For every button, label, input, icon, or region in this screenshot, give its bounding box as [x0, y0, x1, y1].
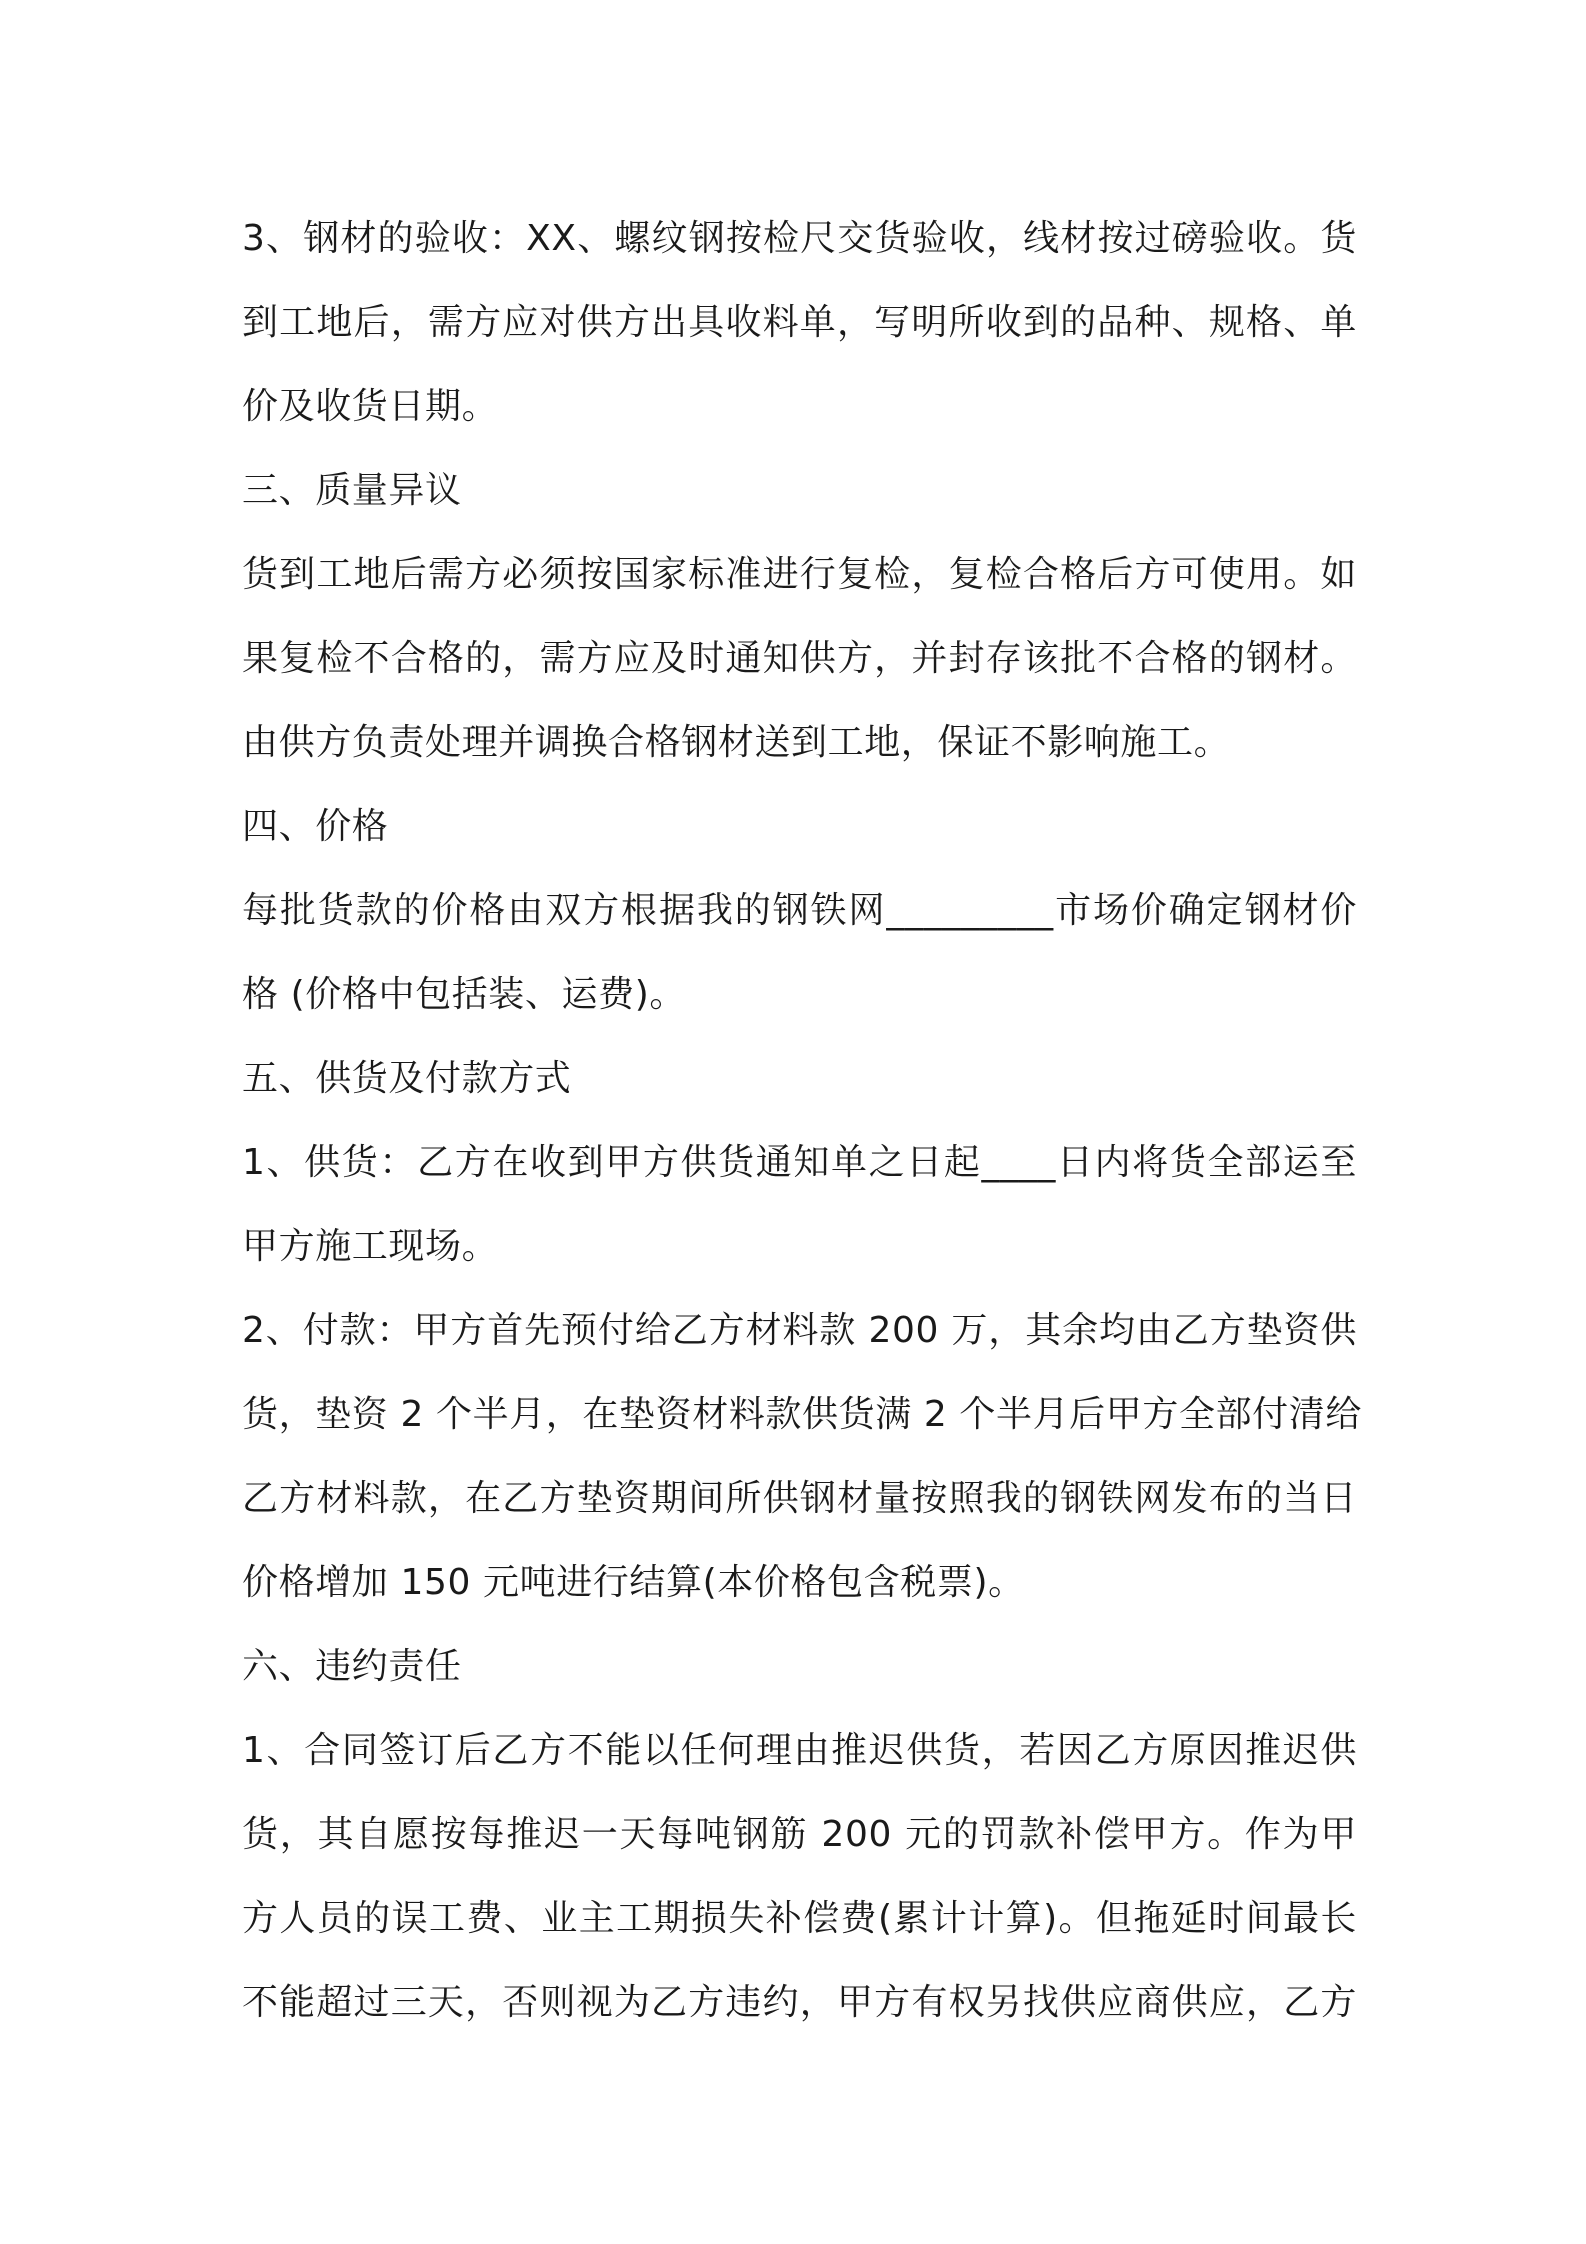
section-heading: 五、供货及付款方式 [242, 1058, 572, 1099]
section-heading: 六、违约责任 [242, 1646, 462, 1687]
text-line: 果复检不合格的，需方应及时通知供方，并封存该批不合格的钢材。 [242, 638, 1357, 679]
text-line: 乙方材料款，在乙方垫资期间所供钢材量按照我的钢铁网发布的当日 [242, 1478, 1357, 1519]
text-line: 货，其自愿按每推迟一天每吨钢筋 200 元的罚款补偿甲方。作为甲 [242, 1814, 1357, 1855]
text-line: 方人员的误工费、业主工期损失补偿费(累计计算)。但拖延时间最长 [242, 1898, 1357, 1939]
text-line: 价及收货日期。 [242, 386, 499, 427]
text-line: 货到工地后需方必须按国家标准进行复检，复检合格后方可使用。如 [242, 554, 1357, 595]
text-line: 由供方负责处理并调换合格钢材送到工地，保证不影响施工。 [242, 722, 1231, 763]
text-line: 1、合同签订后乙方不能以任何理由推迟供货，若因乙方原因推迟供 [242, 1730, 1357, 1771]
text-line: 甲方施工现场。 [242, 1226, 499, 1267]
text-line: 货，垫资 2 个半月，在垫资材料款供货满 2 个半月后甲方全部付清给 [242, 1394, 1362, 1435]
text-line: 价格增加 150 元吨进行结算(本价格包含税票)。 [242, 1562, 1025, 1603]
section-heading: 四、价格 [242, 806, 389, 847]
section-heading: 三、质量异议 [242, 470, 462, 511]
text-line: 到工地后，需方应对供方出具收料单，写明所收到的品种、规格、单 [242, 302, 1357, 343]
text-line: 每批货款的价格由双方根据我的钢铁网_________市场价确定钢材价 [242, 890, 1357, 931]
text-line: 3、钢材的验收：XX、螺纹钢按检尺交货验收，线材按过磅验收。货 [242, 218, 1357, 259]
text-line: 不能超过三天，否则视为乙方违约，甲方有权另找供应商供应，乙方 [242, 1982, 1357, 2023]
text-line: 1、供货：乙方在收到甲方供货通知单之日起____日内将货全部运至 [242, 1142, 1357, 1183]
document-body [242, 197, 1362, 2045]
text-line: 2、付款：甲方首先预付给乙方材料款 200 万，其余均由乙方垫资供 [242, 1310, 1357, 1351]
text-line: 格 (价格中包括装、运费)。 [242, 974, 686, 1015]
